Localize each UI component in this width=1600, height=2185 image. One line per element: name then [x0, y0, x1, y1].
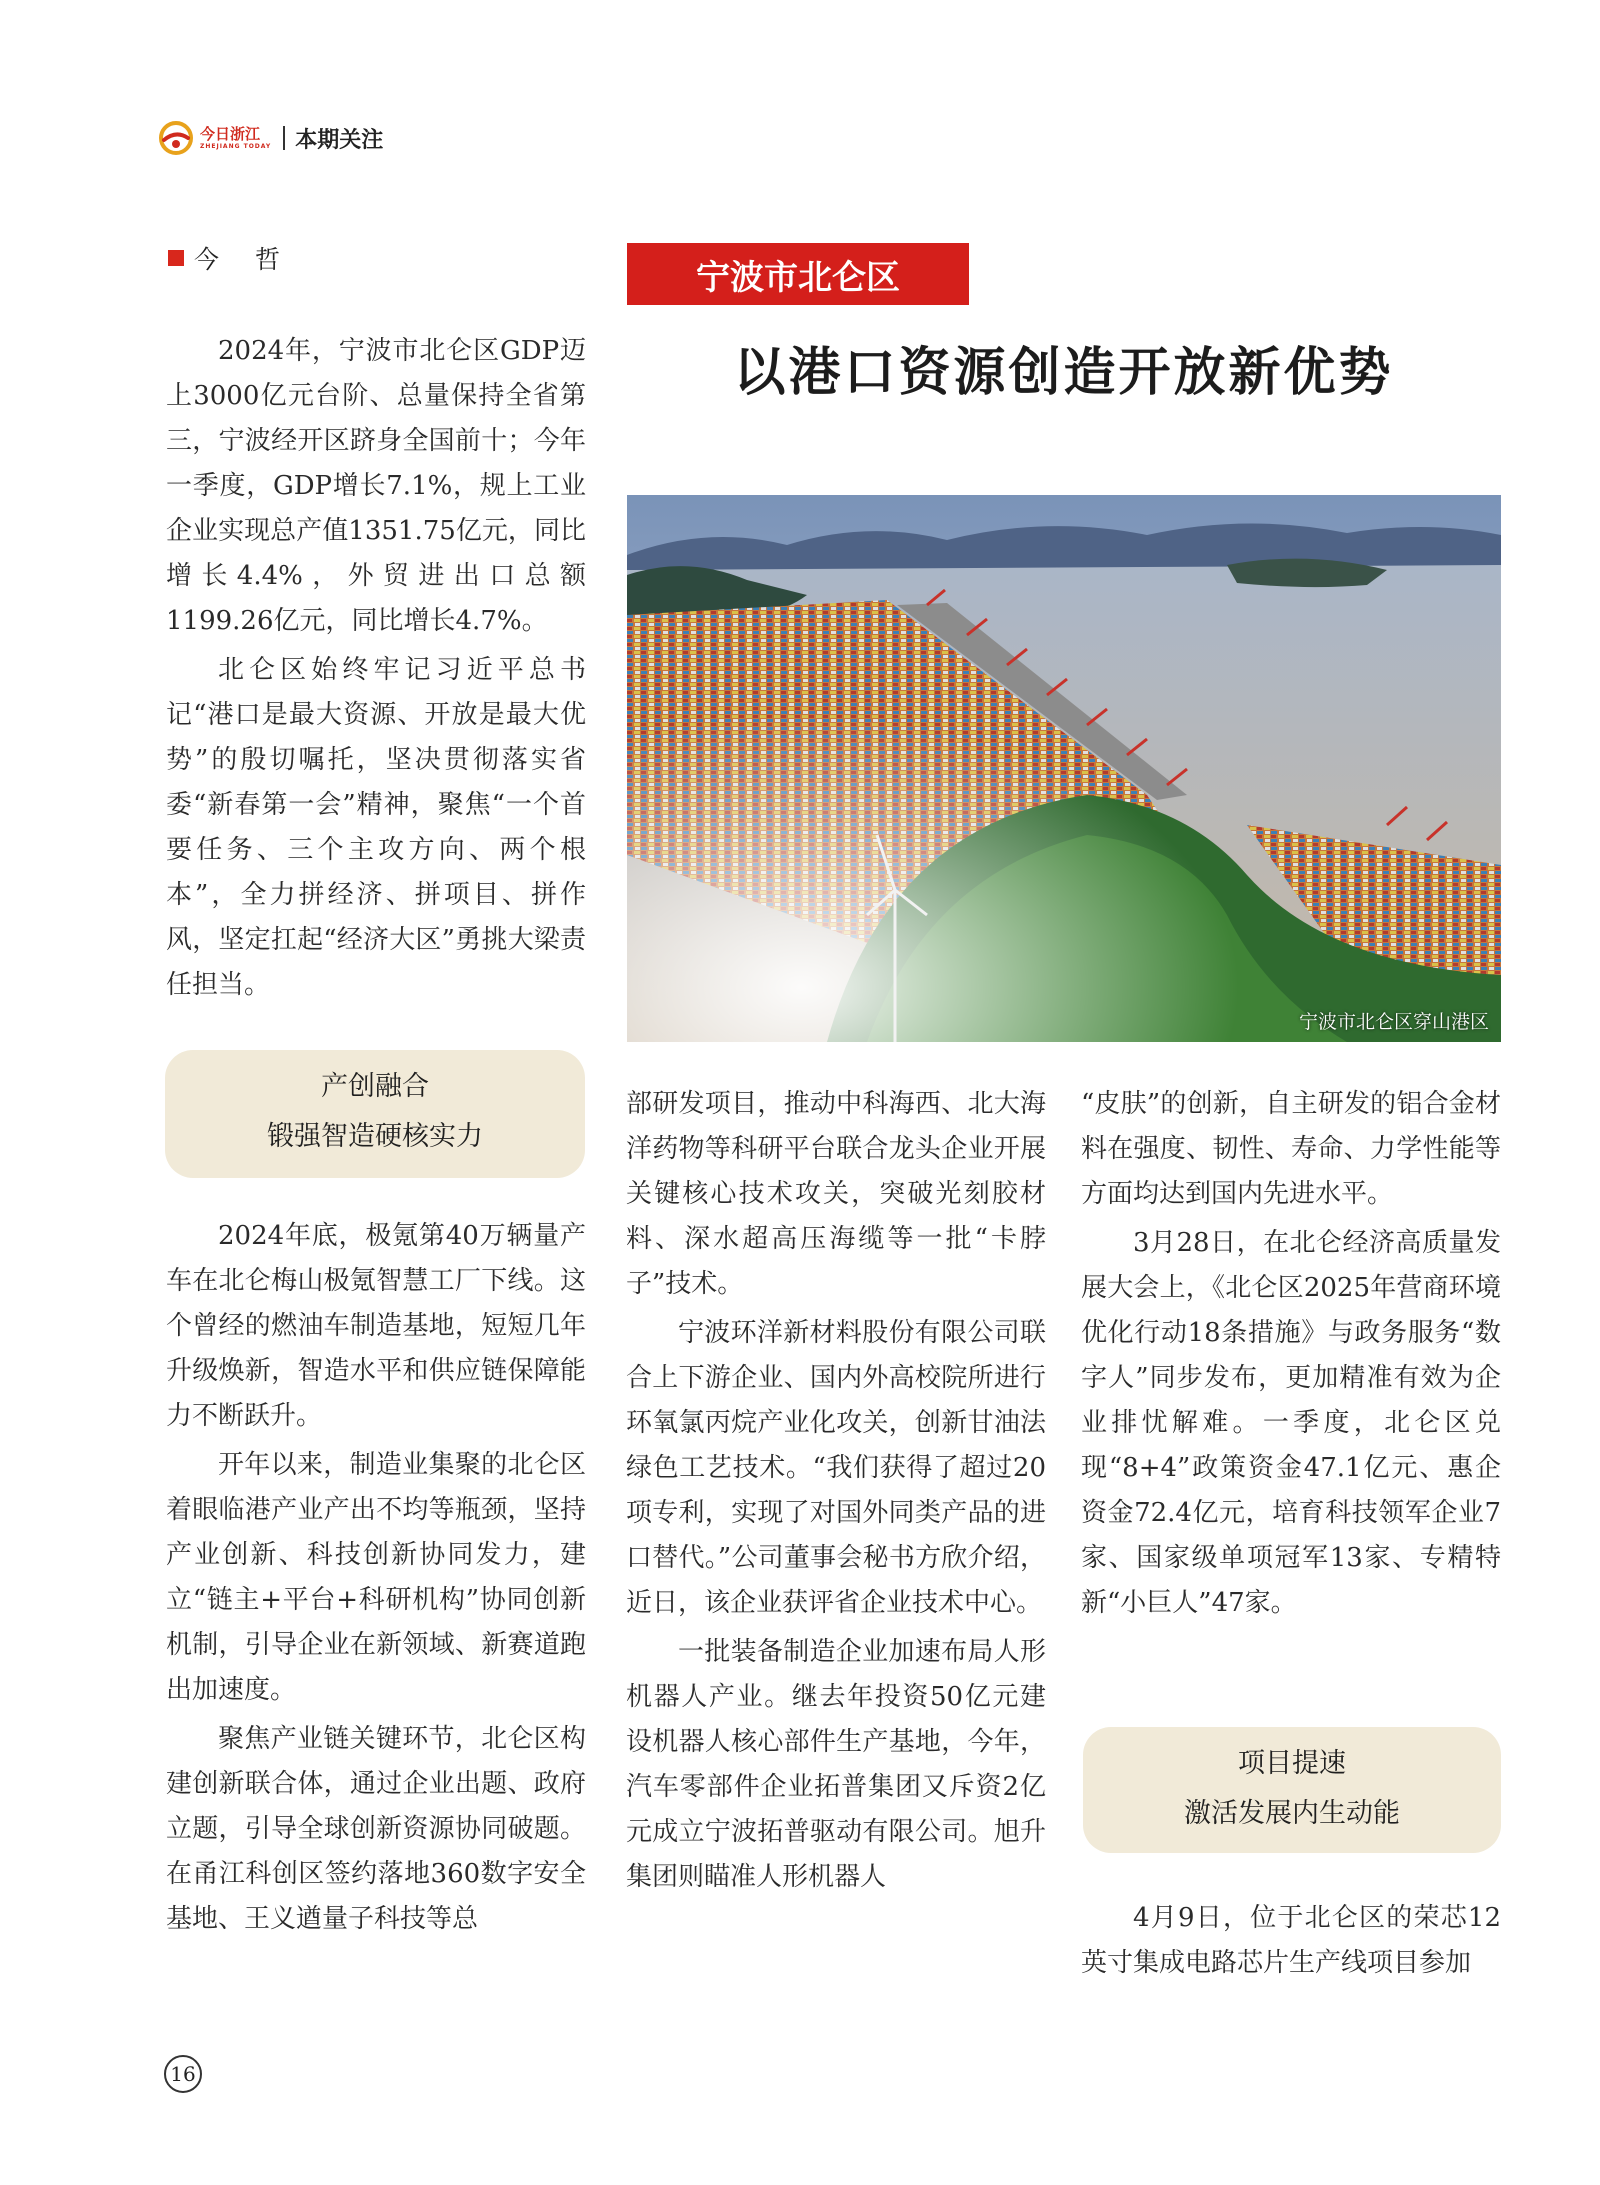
paragraph: 北仑区始终牢记习近平总书记“港口是最大资源、开放是最大优势”的殷切嘱托，坚决贯彻落实省委“新春第一会”精神，聚焦“一个首要任务、三个主攻方向、两个根本”，全力拼经济、拼项目、拼作风，坚定扛起“经济大区”勇挑大梁责任担当。 — [166, 655, 586, 1000]
section-label: 本期关注 — [295, 127, 384, 153]
page-number: 16 — [164, 2055, 202, 2093]
author-name: 今 哲 — [194, 245, 294, 274]
section-heading-line2: 激活发展内生动能 — [1184, 1798, 1400, 1829]
paragraph: 3月28日，在北仑经济高质量发展大会上，《北仑区2025年营商环境优化行动18条措施》与政务服务“数字人”同步发布，更加精准有效为企业排忧解难。一季度，北仑区兑现“8+4”政策资金47.1亿元、惠企资金72.4亿元，培育科技领军企业7家、国家级单项冠军13家、专精特新“小巨人”47家。 — [1081, 1228, 1501, 1618]
section-heading-line1: 项目提速 — [1238, 1748, 1346, 1779]
logo-subtitle: ZHEJIANG TODAY — [200, 142, 272, 150]
magazine-logo-text — [200, 124, 272, 150]
paragraph: 一批装备制造企业加速布局人形机器人产业。继去年投资50亿元建设机器人核心部件生产基地，今年，汽车零部件企业拓普集团又斥资2亿元成立宁波拓普驱动有限公司。旭升集团则瞄准人形机器人 — [626, 1637, 1046, 1892]
district-tag: 宁波市北仑区 — [627, 243, 969, 305]
paragraph: 部研发项目，推动中科海西、北大海洋药物等科研平台联合龙头企业开展关键核心技术攻关，突破光刻胶材料、深水超高压海缆等一批“卡脖子”技术。 — [626, 1089, 1046, 1299]
body-column-2 — [626, 1082, 1046, 1904]
paragraph: 开年以来，制造业集聚的北仑区着眼临港产业产出不均等瓶颈，坚持产业创新、科技创新协同发力，建立“链主+平台+科研机构”协同创新机制，引导企业在新领域、新赛道跑出加速度。 — [166, 1450, 586, 1705]
article-headline: 以港口资源创造开放新优势 — [733, 342, 1394, 403]
paragraph: 聚焦产业链关键环节，北仑区构建创新联合体，通过企业出题、政府立题，引导全球创新资源协同破题。在甬江科创区签约落地360数字安全基地、王义遒量子科技等总 — [166, 1724, 586, 1934]
section-heading-line2: 锻强智造硬核实力 — [267, 1121, 483, 1152]
body-column-3 — [1081, 1082, 1501, 1630]
magazine-logo-icon — [158, 120, 194, 156]
paragraph: “皮肤”的创新，自主研发的铝合金材料在强度、韧性、寿命、力学性能等方面均达到国内先进水平。 — [1081, 1089, 1501, 1209]
paragraph: 2024年，宁波市北仑区GDP迈上3000亿元台阶、总量保持全省第三，宁波经开区跻身全国前十；今年一季度，GDP增长7.1%，规上工业企业实现总产值1351.75亿元，同比增长4.4%，外贸进出口总额1199.26亿元，同比增长4.7%。 — [166, 336, 586, 636]
paragraph: 2024年底，极氪第40万辆量产车在北仑梅山极氪智慧工厂下线。这个曾经的燃油车制造基地，短短几年升级焕新，智造水平和供应链保障能力不断跃升。 — [166, 1221, 586, 1431]
body-column-3-bottom — [1081, 1896, 1501, 1990]
port-photo — [627, 495, 1501, 1042]
section-heading-projects — [1083, 1727, 1501, 1853]
red-square-icon — [168, 250, 184, 266]
section-heading-line1: 产创融合 — [321, 1071, 429, 1102]
paragraph: 宁波环洋新材料股份有限公司联合上下游企业、国内外高校院所进行环氧氯丙烷产业化攻关，创新甘油法绿色工艺技术。“我们获得了超过20项专利，实现了对国外同类产品的进口替代。”公司董事会秘书方欣介绍，近日，该企业获评省企业技术中心。 — [626, 1318, 1046, 1618]
author-byline — [168, 240, 294, 276]
page-header — [158, 120, 383, 156]
paragraph: 4月9日，位于北仑区的荣芯12英寸集成电路芯片生产线项目参加 — [1081, 1903, 1501, 1978]
header-divider — [283, 126, 285, 150]
photo-caption: 宁波市北仑区穿山港区 — [1298, 1011, 1489, 1033]
logo-title: 今日浙江 — [200, 124, 261, 143]
section-heading-innovation — [165, 1050, 585, 1178]
body-column-1 — [166, 1214, 586, 1946]
port-illustration — [627, 495, 1501, 1042]
intro-column — [166, 329, 586, 1012]
